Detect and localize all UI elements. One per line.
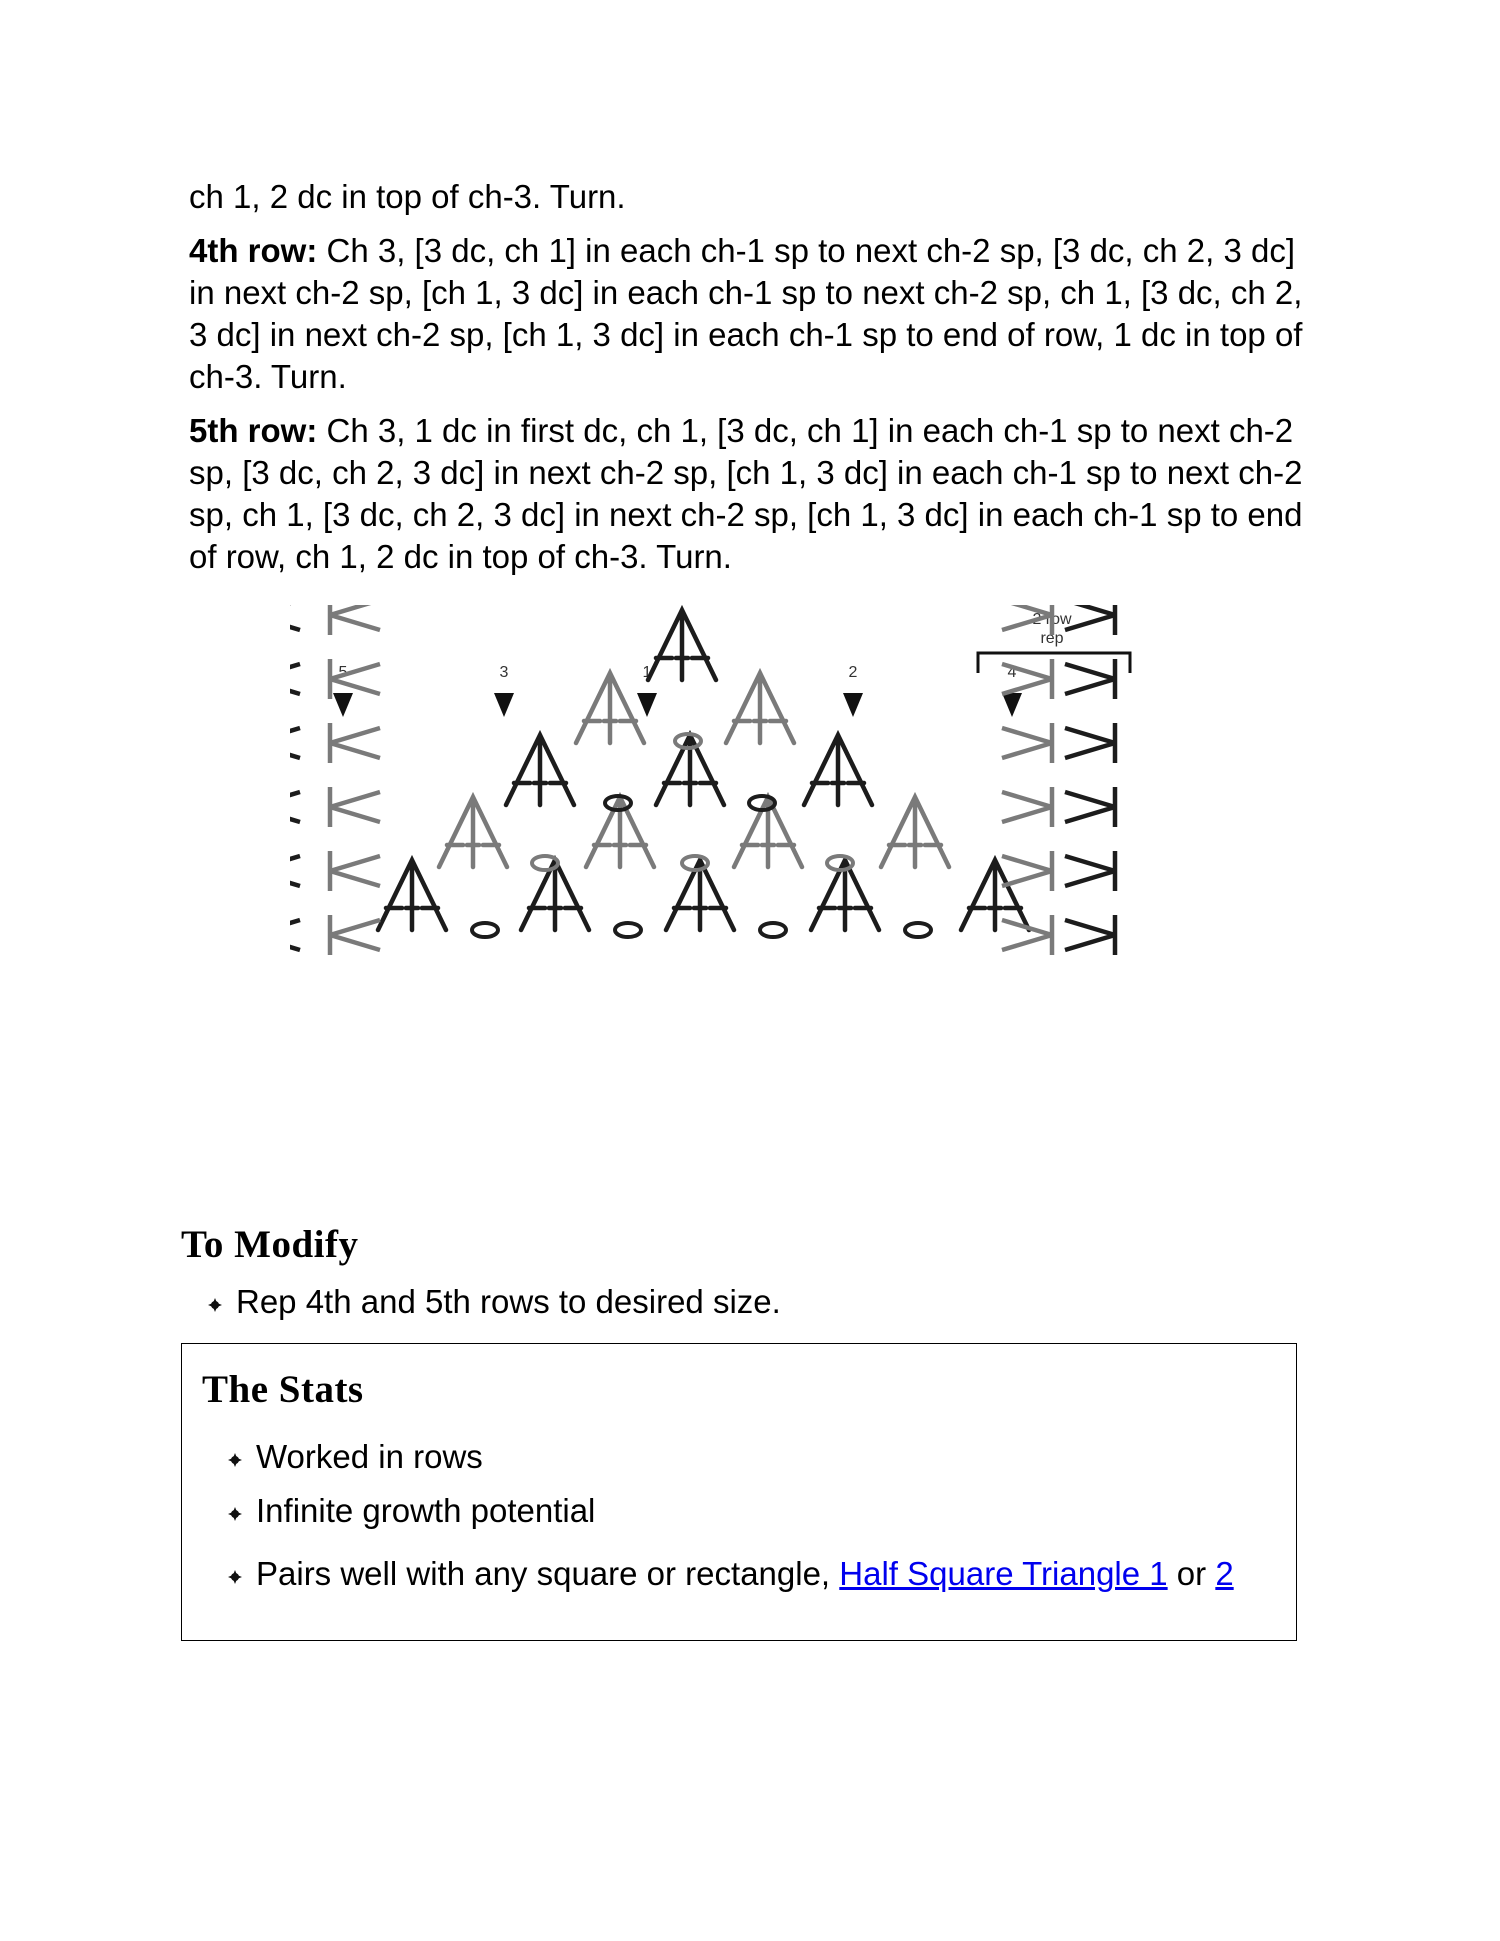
bullet-icon	[228, 1507, 242, 1521]
row-marker-label: 5	[338, 664, 348, 681]
row4-instructions	[189, 230, 1319, 398]
crochet-stitch-diagram	[290, 605, 1150, 1165]
row-marker-arrow	[333, 693, 353, 717]
side-stitch-column	[1002, 605, 1052, 955]
to-modify-heading: To Modify	[181, 1223, 359, 1266]
stats-heading: The Stats	[202, 1368, 364, 1411]
row3-end-text: ch 1, 2 dc in top of ch-3. Turn.	[189, 178, 626, 215]
dc-fan	[586, 797, 654, 867]
row-marker-label: 3	[499, 664, 509, 681]
dc-fan	[378, 860, 446, 930]
row-marker-arrow	[843, 693, 863, 717]
chain-stitch	[760, 923, 786, 937]
chain-stitch	[472, 923, 498, 937]
row-markers	[333, 664, 1022, 717]
bullet-icon	[228, 1453, 242, 1467]
row5-label: 5th row:	[189, 412, 318, 449]
modify-list-item: Rep 4th and 5th rows to desired size.	[236, 1283, 781, 1320]
rep-label-line2: rep	[1040, 630, 1064, 647]
dc-fan	[961, 860, 1029, 930]
dc-fan	[506, 735, 574, 805]
row-marker-arrow	[637, 693, 657, 717]
row4-text: Ch 3, [3 dc, ch 1] in each ch-1 sp to next ch-2 sp, [3 dc, ch 2, 3 dc] in next ch-2 sp, [ch 1, 3 dc] in each ch-1 sp to next ch-2 sp, ch 1, [3 dc, ch 2, 3 dc] in next ch-2 sp, [ch 1, 3 dc] in each ch-1 sp to end of row, 1 dc in top of ch-3. Turn.	[189, 232, 1303, 395]
dc-fan	[648, 610, 716, 680]
dc-fan	[576, 673, 644, 743]
stats-list-item: Infinite growth potential	[256, 1492, 596, 1529]
half-square-triangle-2-link[interactable]: 2	[1215, 1555, 1234, 1592]
row5-text: Ch 3, 1 dc in first dc, ch 1, [3 dc, ch 1] in each ch-1 sp to next ch-2 sp, [3 dc, ch 2, 3 dc] in next ch-2 sp, [ch 1, 3 dc] in each ch-1 sp to next ch-2 sp, ch 1, [3 dc, ch 2, 3 dc] in next ch-2 sp, [ch 1, 3 dc] in each ch-1 sp to end of row, ch 1, 2 dc in top of ch-3. Turn.	[189, 412, 1303, 575]
row-marker-arrow	[494, 693, 514, 717]
dc-fan	[521, 860, 589, 930]
row4-label: 4th row:	[189, 232, 318, 269]
dc-fan	[804, 735, 872, 805]
bullet-icon	[208, 1298, 222, 1312]
row-marker-label: 1	[642, 664, 652, 681]
bullet-icon	[228, 1570, 242, 1584]
row5-instructions	[189, 410, 1319, 578]
pairs-text: Pairs well with any square or rectangle,	[256, 1555, 840, 1592]
side-stitch-column	[290, 605, 300, 955]
half-square-triangle-1-link[interactable]: Half Square Triangle 1	[839, 1555, 1168, 1592]
dc-fan	[439, 797, 507, 867]
dc-fan	[726, 673, 794, 743]
chain-stitch	[905, 923, 931, 937]
chain-stitch	[615, 923, 641, 937]
row-marker-arrow	[1002, 693, 1022, 717]
or-text: or	[1167, 1555, 1216, 1592]
dc-fan	[656, 735, 724, 805]
side-stitch-column	[1065, 605, 1115, 955]
row-marker-label: 2	[848, 664, 858, 681]
dc-fan	[881, 797, 949, 867]
row-marker-label: 4	[1007, 664, 1017, 681]
rep-label-line1: 2 row	[1032, 611, 1072, 628]
stitch-symbols	[290, 605, 1115, 955]
stats-list-item: Worked in rows	[256, 1438, 483, 1475]
stats-list-item-pairs	[256, 1553, 1286, 1595]
side-stitch-column	[330, 605, 380, 955]
